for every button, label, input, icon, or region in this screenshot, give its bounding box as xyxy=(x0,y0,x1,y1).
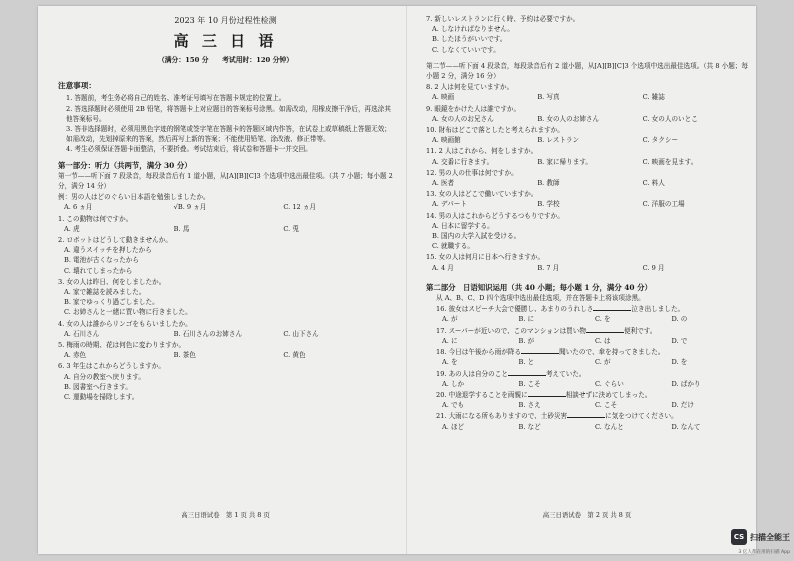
note-item: 1. 答题前，考生务必将自己的姓名、准考证号填写在答题卡规定的位置上。 xyxy=(66,94,286,103)
options-row xyxy=(426,92,748,102)
question-stem: 21. 大雨になる所もありますので、土砂災害 xyxy=(436,412,568,421)
question-text: 12. 男の人の仕事は何ですか。 xyxy=(426,168,518,177)
option: A. を xyxy=(442,358,458,367)
options-row xyxy=(426,263,748,273)
option: B. こそ xyxy=(518,379,541,388)
option: C. を xyxy=(595,315,611,324)
answer-blank xyxy=(528,390,566,397)
option: C. 料人 xyxy=(642,179,665,188)
option: C. 兎 xyxy=(283,224,299,233)
option: C. ぐらい xyxy=(595,379,624,388)
options-row xyxy=(426,199,748,209)
option: C. 運動場を掃除します。 xyxy=(64,393,139,402)
question-stem-end: 便利です。 xyxy=(623,326,657,335)
option: √B. 9 ヵ月 xyxy=(173,203,207,212)
option: C. 洋服の工場 xyxy=(642,200,685,209)
example-question: 例：男の人はどのぐらい日本語を勉強しましたか。 xyxy=(58,193,210,202)
option: A. 赤色 xyxy=(64,351,87,360)
example-options xyxy=(58,202,393,212)
option: A. 石川さん xyxy=(64,329,100,338)
option: C. 雑誌 xyxy=(642,93,665,102)
page-right xyxy=(426,6,748,554)
question-stem-end: 相談せずに決めてしまった。 xyxy=(565,390,652,399)
option: B. 国内の大学入試を受ける。 xyxy=(432,232,521,241)
question-text: 9. 眼鏡をかけた人は誰ですか。 xyxy=(426,104,521,113)
option: B. さえ xyxy=(518,401,541,410)
question-stem-end: 泣き出しました。 xyxy=(631,305,685,314)
question-text: 3. 女の人は昨日、何をしましたか。 xyxy=(58,277,166,286)
question-text: 4. 女の人は誰からリンゴをもらいましたか。 xyxy=(58,319,192,328)
option: B. に xyxy=(518,315,535,324)
options-row xyxy=(426,357,748,367)
exam-sheet xyxy=(38,6,756,554)
note-item: 3. 答非选择题时，必须用黑色字迹的钢笔或签字笔在答题卡的答题区域内作答，在试卷上或草稿纸上答题无效；如需改动，先划掉原来的答案，然后再写上新的答案；不能使用铅笔、涂改液、修正带等。 xyxy=(66,125,391,144)
question-stem: 18. 今日は午後から雨が降る xyxy=(436,348,522,357)
option: C. 山下さん xyxy=(283,329,319,338)
part1-title: 第一部分：听力（共两节，满分 30 分） xyxy=(58,160,192,170)
question-stem-end: に気をつけてください。 xyxy=(605,412,678,421)
option: D. だけ xyxy=(671,401,694,410)
option: B. 図書室へ行きます。 xyxy=(64,382,132,391)
option: B. 学校 xyxy=(537,200,560,209)
question-text: 6. 3 年生はこれからどうしますか。 xyxy=(58,362,165,371)
option: C. しなくていいです。 xyxy=(432,45,500,54)
question-stem: 17. スーパーが近いので、このマンションは買い物 xyxy=(436,326,586,335)
note-item: 2. 答选择题时必须使用 2B 铅笔，将答题卡上对应题目的答案标号涂黑。如需改动，用橡皮擦干净后，再选涂其他答案标号。 xyxy=(66,104,391,123)
option: A. 自分の教室へ戻ります。 xyxy=(64,372,145,381)
option: C. 壊れてしまったから xyxy=(64,266,133,275)
option: A. 交番に行きます。 xyxy=(432,157,494,166)
options-row xyxy=(426,314,748,324)
subject-title: 高 三 日 语 xyxy=(173,32,278,50)
option: A. 家で雑誌を読みました。 xyxy=(64,288,146,297)
options-row xyxy=(426,114,748,124)
option: B. 馬 xyxy=(173,224,190,233)
option: B. 電池が古くなったから xyxy=(64,256,139,265)
notes-list xyxy=(58,93,393,154)
question-stem: 20. 中途退学することを両親に xyxy=(436,390,528,399)
question-text: 5. 梅雨の時期、花は何色に変わりますか。 xyxy=(58,341,186,350)
option: A. 女の人のお兄さん xyxy=(432,114,494,123)
part2-title: 第二部分 日语知识运用（共 40 小题；每小题 1 分，满分 40 分） xyxy=(426,282,652,292)
option: D. なんて xyxy=(671,422,701,431)
listening-questions-2 xyxy=(426,82,748,273)
options-row xyxy=(426,135,748,145)
grammar-questions xyxy=(426,304,748,431)
option: D. を xyxy=(671,358,688,367)
option: B. 女の人のお姉さん xyxy=(537,114,600,123)
page-footer-right: 高三日语试卷 第 2 页 共 8 页 xyxy=(542,510,632,519)
answer-blank xyxy=(508,369,546,376)
question-text: 11. 2 人はこれから、何をしますか。 xyxy=(426,147,538,156)
option: B. 家でゆっくり過ごしました。 xyxy=(64,298,159,307)
listening-questions xyxy=(58,214,393,403)
question-stem-end: 考えていた。 xyxy=(545,369,586,378)
option: B. 7 月 xyxy=(537,263,560,272)
option: A. しか xyxy=(442,379,465,388)
section1-intro: 第一节——听下面 7 段录音，每段录音后有 1 道小题，从[A][B][C]3 个选项中选出最佳项。（共 7 小题；每小题 2 分，满分 14 分） xyxy=(58,171,393,191)
options-row xyxy=(426,379,748,389)
option: D. の xyxy=(671,315,688,324)
option: A. 医者 xyxy=(432,179,455,188)
options-row xyxy=(58,329,393,339)
question-text: 15. 女の人は何月に日本へ行きますか。 xyxy=(426,253,545,262)
options-row xyxy=(426,157,748,167)
option: A. 6 ヵ月 xyxy=(64,203,93,212)
answer-blank xyxy=(586,326,624,333)
option: D. で xyxy=(671,336,688,345)
option: A. 4 月 xyxy=(432,263,454,272)
grammar-question xyxy=(426,304,748,314)
page-fold xyxy=(406,6,407,554)
question-text: 13. 女の人はどこで働いていますか。 xyxy=(426,190,538,199)
grammar-question xyxy=(426,411,748,421)
question-text: 8. 2 人は何を見ていますか。 xyxy=(426,83,514,92)
options-row xyxy=(58,224,393,234)
options-row xyxy=(426,422,748,432)
option: C. は xyxy=(595,336,611,345)
question-text: 14. 男の人はこれからどうするつもりですか。 xyxy=(426,211,564,220)
option: C. なんと xyxy=(595,422,624,431)
answer-blank xyxy=(593,304,631,311)
options-row xyxy=(58,350,393,360)
option: C. タクシー xyxy=(642,136,679,145)
question-text: 1. この動物は何ですか。 xyxy=(58,214,133,223)
option: A. しなければなりません。 xyxy=(432,25,514,34)
watermark-name: 扫描全能王 xyxy=(750,532,790,542)
option: C. お姉さんと一緒に買い物に行きました。 xyxy=(64,308,192,317)
page-footer-left: 高三日语试卷 第 1 页 共 8 页 xyxy=(181,510,270,519)
option: A. デパート xyxy=(432,200,467,209)
question-text: 10. 財布はどこで落としたと考えられますか。 xyxy=(426,126,564,135)
grammar-question xyxy=(426,369,748,379)
option: A. が xyxy=(442,315,458,324)
section2-intro: 第二节——听下面 4 段录音，每段录音后有 2 道小题，从[A][B][C]3 个选项中选出最佳选项。（共 8 小题；每小题 2 分，满分 16 分） xyxy=(426,61,748,81)
page-left xyxy=(58,6,393,554)
question-stem-end: 聞いたので、傘を持ってきました。 xyxy=(559,348,665,357)
option: D. ばかり xyxy=(671,379,701,388)
question-stem: 19. あの人は自分のこと xyxy=(436,369,508,378)
option: C. 女の人のいとこ xyxy=(642,114,698,123)
grammar-question xyxy=(426,347,748,357)
option: A. でも xyxy=(442,401,465,410)
option: B. レストラン xyxy=(537,136,580,145)
option: A. 違うスイッチを押したから xyxy=(64,246,152,255)
option: C. 就職する。 xyxy=(432,242,474,251)
option: A. 日本に留学する。 xyxy=(432,221,494,230)
options-row xyxy=(426,178,748,188)
question-7 xyxy=(426,14,748,55)
option: C. 9 月 xyxy=(642,263,665,272)
watermark-tagline: 3 亿人都在用的扫描 App xyxy=(738,550,790,555)
camscanner-logo-icon: CS xyxy=(731,529,747,545)
option: B. 家に帰ります。 xyxy=(537,157,592,166)
grammar-question xyxy=(426,390,748,400)
option: B. 教師 xyxy=(537,179,560,188)
option: B. 茶色 xyxy=(173,351,196,360)
option: A. 虎 xyxy=(64,224,80,233)
option: C. が xyxy=(595,358,611,367)
option: B. と xyxy=(518,358,535,367)
exam-title: 2023 年 10 月份过程性检测 xyxy=(174,16,277,25)
option: B. など xyxy=(518,422,541,431)
option: A. ほど xyxy=(442,422,465,431)
notes-title: 注意事项： xyxy=(58,81,96,91)
option: A. 映画館 xyxy=(432,136,461,145)
question-text: 2. ロボットはどうして動きませんか。 xyxy=(58,236,172,245)
option: C. こそ xyxy=(595,401,618,410)
question-text: 7. 新しいレストランに行く時、予約は必要ですか。 xyxy=(426,15,580,23)
option: B. が xyxy=(518,336,535,345)
option: C. 12 ヵ月 xyxy=(283,203,317,212)
option: B. 石川さんのお姉さん xyxy=(173,329,243,338)
option: A. に xyxy=(442,336,458,345)
grammar-question xyxy=(426,326,748,336)
note-item: 4. 考生必须保证答题卡面整洁，不要折叠。考试结束后，将试卷和答题卡一并交回。 xyxy=(66,145,312,154)
question-stem: 16. 彼女はスピーチ大会で優勝し、あまりのうれしさ xyxy=(436,305,594,314)
score-info: （满分：150 分 考试用时：120 分钟） xyxy=(157,56,294,64)
part2-intro: 从 A、B、C、D 四个选项中选出最佳选项，并在答题卡上将该项涂黑。 xyxy=(436,294,645,303)
answer-blank xyxy=(567,411,605,418)
scanner-watermark xyxy=(731,529,790,545)
option: B. 写真 xyxy=(537,93,560,102)
options-row xyxy=(426,400,748,410)
option: B. したほうがいいです。 xyxy=(432,35,507,44)
option: C. 黄色 xyxy=(283,351,306,360)
answer-blank xyxy=(521,347,559,354)
option: C. 映画を見ます。 xyxy=(642,157,698,166)
options-row xyxy=(426,336,748,346)
option: A. 映画 xyxy=(432,93,455,102)
